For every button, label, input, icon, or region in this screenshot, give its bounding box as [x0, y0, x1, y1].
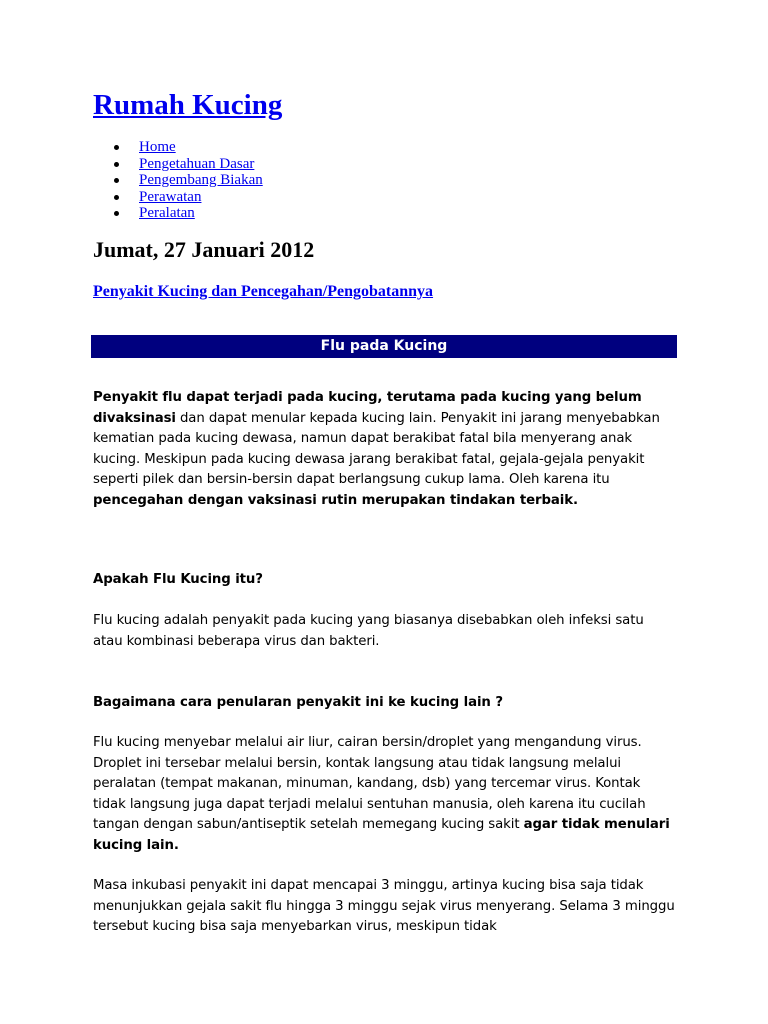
nav-item-peralatan [93, 205, 263, 222]
nav-item-perawatan [93, 189, 263, 206]
nav-link-peralatan[interactable]: Peralatan [139, 205, 195, 222]
bullet-icon [114, 211, 119, 216]
bullet-icon [114, 145, 119, 150]
nav-item-pengetahuan-dasar [93, 156, 263, 173]
intro-text: dan dapat menular kepada kucing lain. Penyakit ini jarang menyebabkan kematian pada kucing dewasa, namun dapat berakibat fatal bila menyerang anak kucing. Meskipun pada kucing dewasa jarang berakibat fatal, gejala-gejala penyakit seperti pilek dan bersin-bersin dapat berlangsung cukup lama. Oleh karena itu [93, 410, 660, 488]
nav-item-home [93, 139, 263, 156]
bullet-icon [114, 178, 119, 183]
blog-title[interactable]: Rumah Kucing [93, 89, 283, 121]
bullet-icon [114, 195, 119, 200]
intro-paragraph [93, 388, 677, 512]
nav-menu [93, 139, 263, 222]
nav-item-pengembang-biakan [93, 172, 263, 189]
answer-bold: agar tidak menulari kucing lain. [93, 817, 670, 853]
answer-paragraph: Flu kucing adalah penyakit pada kucing yang biasanya disebabkan oleh infeksi satu atau kombinasi beberapa virus dan bakteri. [93, 613, 644, 649]
post-date: Jumat, 27 Januari 2012 [93, 237, 315, 262]
question-heading: Bagaimana cara penularan penyakit ini ke kucing lain ? [93, 695, 503, 710]
post-title[interactable]: Penyakit Kucing dan Pencegahan/Pengobatannya [93, 283, 434, 300]
nav-link-perawatan[interactable]: Perawatan [139, 188, 202, 205]
answer-text: Flu kucing menyebar melalui air liur, cairan bersin/droplet yang mengandung virus. Droplet ini tersebar melalui bersin, kontak langsung atau tidak langsung melalui peralatan (tempat makanan, minuman, kandang, dsb) yang tercemar virus. Kontak tidak langsung juga dapat terjadi melalui sentuhan manusia, oleh karena itu cucilah tangan dengan sabun/antiseptik setelah memegang kucing sakit [93, 735, 646, 833]
intro-bold-end: pencegahan dengan vaksinasi rutin merupakan tindakan terbaik. [93, 492, 578, 508]
incubation-paragraph: Masa inkubasi penyakit ini dapat mencapai 3 minggu, artinya kucing bisa saja tidak menunjukkan gejala sakit flu hingga 3 minggu sejak virus menyerang. Selama 3 minggu tersebut kucing bisa saja menyebarkan virus, meskipun tidak [93, 878, 675, 935]
question-heading: Apakah Flu Kucing itu? [93, 572, 263, 587]
nav-link-pengetahuan-dasar[interactable]: Pengetahuan Dasar [139, 155, 255, 172]
bullet-icon [114, 162, 119, 167]
answer-paragraph [93, 733, 677, 857]
section-banner: Flu pada Kucing [91, 335, 677, 358]
intro-bold-start: Penyakit flu dapat terjadi pada kucing, terutama pada kucing yang belum divaksinasi [93, 390, 642, 426]
nav-link-pengembang-biakan[interactable]: Pengembang Biakan [139, 172, 263, 189]
nav-link-home[interactable]: Home [139, 139, 176, 155]
